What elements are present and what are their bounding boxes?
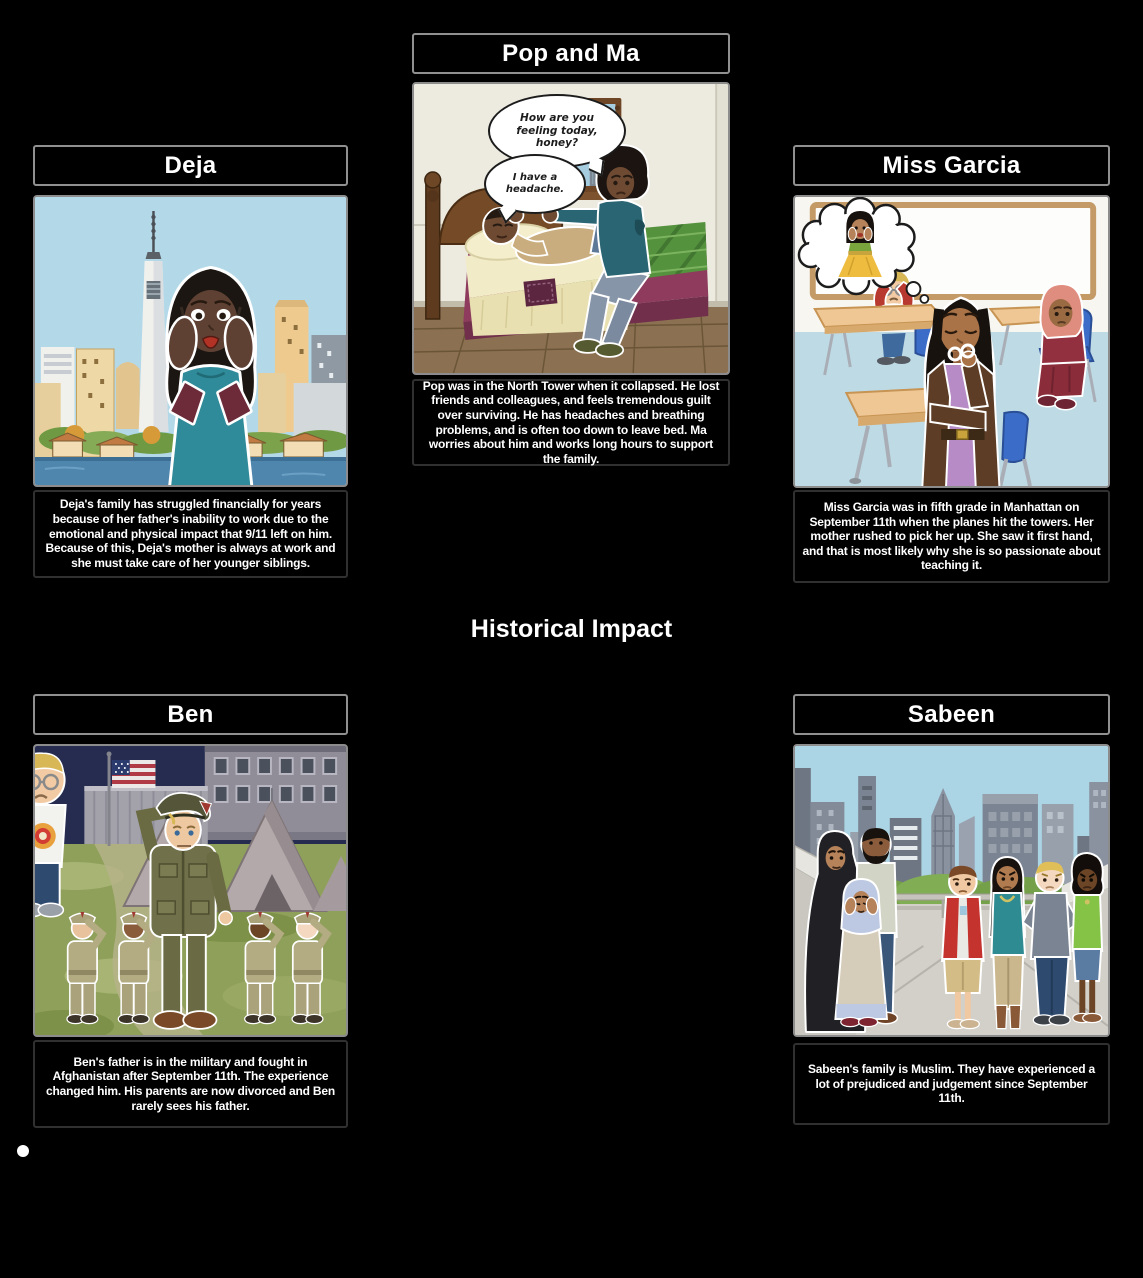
sabeen-title-bar: [793, 694, 1110, 735]
deja-illustration: [35, 197, 346, 485]
cell-ben: [33, 694, 348, 1120]
sabeen-figure: [836, 880, 885, 1026]
garcia-description: Miss Garcia was in fifth grade in Manhattan on September 11th when the planes hit the towers. Her mother rushed to pick her up. She saw it first hand, and that is most likely why she is so passionate about teaching it.: [793, 490, 1110, 583]
deja-description: Deja's family has struggled financially for years because of her father's inability to work due to the emotional and physical impact that 9/11 left on him. Because of this, Deja's mother is always at work and she must take care of her younger siblings.: [33, 490, 348, 578]
ben-figure: [35, 754, 65, 916]
garcia-illustration: [795, 197, 1108, 486]
deja-image: [33, 195, 348, 487]
speech-bubble-ma-text: How are you feeling today, honey?: [516, 112, 598, 150]
ben-description: Ben's father is in the military and fought in Afghanistan after September 11th. The experience changed him. His parents are now divorced and Ben rarely sees his father.: [33, 1040, 348, 1128]
ben-title-bar: [33, 694, 348, 735]
ben-image: [33, 744, 348, 1037]
garcia-title: Miss Garcia: [882, 151, 1021, 179]
cell-sabeen: [793, 694, 1110, 1117]
garcia-image: [793, 195, 1110, 488]
speech-bubble-pop: [484, 154, 586, 214]
deja-figure: [166, 269, 256, 485]
sabeen-image: [793, 744, 1110, 1037]
miss-garcia-figure: [923, 299, 998, 486]
pop-ma-description: Pop was in the North Tower when it collapsed. He lost friends and colleagues, and feels tremendous guilt over surviving. He has headaches and breathing problems, and is often too down to leave bed. Ma worries about him and works long hours to support the family.: [412, 379, 730, 466]
sabeen-illustration: [795, 746, 1108, 1035]
sabeen-title: Sabeen: [907, 700, 996, 728]
sabeen-family: [806, 828, 897, 1031]
speech-bubble-pop-text: I have a headache.: [505, 172, 565, 195]
white-dot: [17, 1145, 29, 1157]
pop-ma-image: [412, 82, 730, 375]
storyboard-center-title: Historical Impact: [470, 615, 673, 643]
sabeen-description: Sabeen's family is Muslim. They have experienced a lot of prejudiced and judgement since September 11th.: [793, 1043, 1110, 1125]
cell-pop-and-ma: [412, 33, 730, 466]
ben-illustration: [35, 746, 346, 1035]
cell-deja: [33, 145, 348, 570]
pop-ma-title-bar: [412, 33, 730, 74]
garcia-title-bar: [793, 145, 1110, 186]
deja-title-bar: [33, 145, 348, 186]
deja-title: Deja: [164, 151, 217, 179]
kid-teal-girl: [991, 858, 1025, 1028]
pop-ma-title: Pop and Ma: [502, 39, 640, 67]
cell-miss-garcia: [793, 145, 1110, 575]
ben-title: Ben: [167, 700, 214, 728]
